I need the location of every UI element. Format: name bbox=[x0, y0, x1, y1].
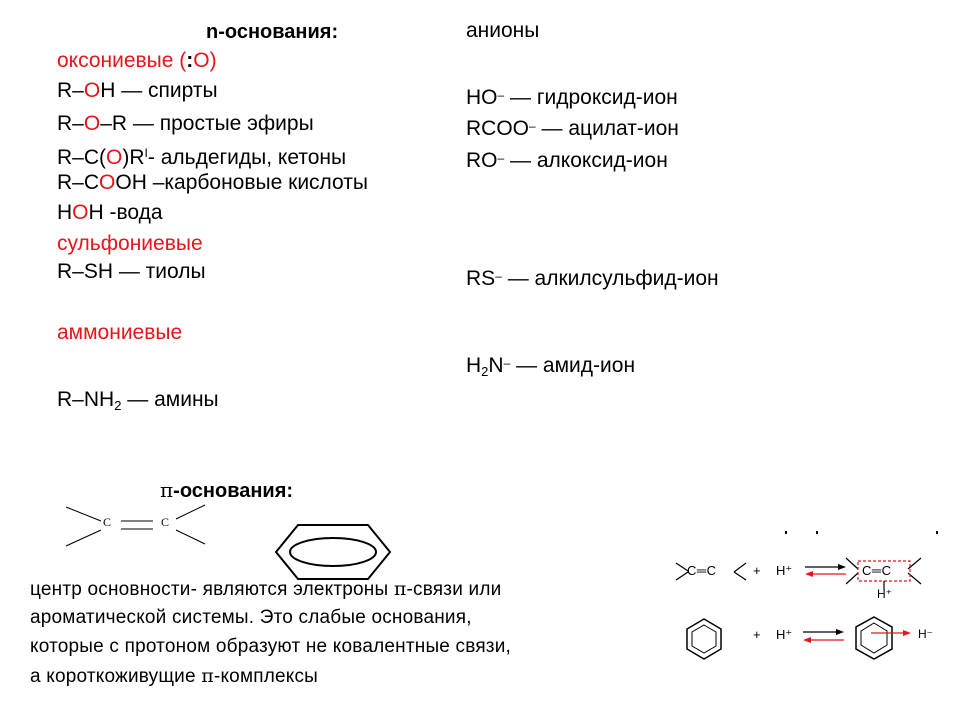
pi-symbol: π bbox=[160, 478, 174, 502]
r1-plus: + bbox=[753, 563, 761, 578]
r2-equilibrium-arrows bbox=[803, 629, 844, 643]
row-post: H -вода bbox=[88, 201, 163, 224]
sulfonium-label: сульфониевые bbox=[57, 232, 203, 255]
row-thiols: R–SH — тиолы bbox=[57, 260, 206, 283]
oxonium-text: оксониевые ( bbox=[57, 49, 187, 72]
anion-formula: RS bbox=[466, 267, 496, 290]
row-post: H — спирты bbox=[100, 79, 218, 102]
oxonium-atom: O bbox=[193, 49, 210, 72]
anion-sub: 2 bbox=[481, 364, 489, 379]
anion-text: — ацилат-ион bbox=[535, 117, 679, 140]
anion-text: — алкилсульфид-ион bbox=[501, 267, 719, 290]
n-bases-heading: n-основания: bbox=[206, 21, 339, 43]
description-line-2: ароматической системы. Это слабые основания, bbox=[30, 607, 472, 628]
description-text: -комплексы bbox=[213, 666, 319, 687]
lone-pair-symbol: : bbox=[186, 49, 194, 72]
anion-formula: HO bbox=[466, 86, 498, 109]
row-sup: I bbox=[144, 146, 148, 160]
row-sub: 2 bbox=[114, 398, 122, 413]
anion-charge: – bbox=[503, 356, 511, 370]
anion-formula: H bbox=[466, 354, 482, 377]
row-post: - альдегиды, кетоны bbox=[147, 146, 347, 169]
row-oxygen: O bbox=[99, 171, 116, 194]
row-mid: )R bbox=[122, 146, 145, 169]
description-text: центр основности- являются электроны bbox=[30, 579, 394, 600]
pi-symbol: π bbox=[201, 665, 214, 687]
row-oxygen: O bbox=[83, 79, 101, 102]
description-text: -связи или bbox=[406, 579, 502, 600]
ammonium-label: аммониевые bbox=[57, 321, 183, 344]
row-pre: R– bbox=[57, 79, 84, 102]
anion-charge: – bbox=[497, 151, 505, 165]
r2-product-complex bbox=[856, 617, 911, 659]
row-post: OH –карбоновые кислоты bbox=[115, 171, 368, 194]
r1-product-label: C═C bbox=[862, 563, 892, 578]
alkene-carbon-1: C bbox=[103, 515, 112, 529]
oxonium-close: ) bbox=[209, 49, 217, 72]
r2-reactant-benzene bbox=[687, 619, 721, 659]
anions-heading: анионы bbox=[466, 19, 540, 42]
anion-formula-n: N bbox=[488, 354, 504, 377]
description-line-3: которые с протоном образуют не ковалентные связи, bbox=[30, 636, 512, 657]
row-pre: H bbox=[57, 201, 73, 224]
r2-proton: H⁺ bbox=[776, 627, 793, 642]
row-oxygen: O bbox=[106, 146, 123, 169]
alkene-carbon-2: C bbox=[161, 515, 170, 529]
pi-symbol: π bbox=[393, 578, 407, 600]
anion-text: — гидроксид-ион bbox=[504, 86, 678, 109]
row-post: — амины bbox=[121, 388, 219, 411]
scheme-marks bbox=[785, 531, 938, 534]
pi-heading-text: -основания: bbox=[173, 480, 294, 502]
row-pre: R–NH bbox=[57, 388, 115, 411]
anion-formula: RO bbox=[466, 149, 498, 172]
anion-text: — алкоксид-ион bbox=[504, 149, 668, 172]
anion-charge: – bbox=[529, 119, 536, 133]
anion-charge: – bbox=[495, 269, 502, 283]
row-pre: R–C bbox=[57, 171, 100, 194]
row-pre: R– bbox=[57, 112, 84, 135]
row-pre: R–C( bbox=[57, 146, 107, 169]
anion-formula: RCOO bbox=[466, 117, 529, 140]
r2-product-proton: H⁻ bbox=[918, 627, 933, 641]
row-oxygen: O bbox=[72, 201, 89, 224]
r1-equilibrium-arrows bbox=[805, 564, 846, 577]
r1-reactant-label: C═C bbox=[687, 563, 717, 578]
r1-product-proton: H⁺ bbox=[877, 587, 892, 601]
anion-charge: – bbox=[497, 88, 505, 102]
r2-plus: + bbox=[753, 627, 761, 642]
row-oxygen: O bbox=[83, 112, 101, 135]
description-text: а короткоживущие bbox=[30, 666, 202, 687]
r1-proton: H⁺ bbox=[776, 563, 793, 578]
anion-text: — амид-ион bbox=[510, 354, 636, 377]
row-post: –R — простые эфиры bbox=[100, 112, 314, 135]
